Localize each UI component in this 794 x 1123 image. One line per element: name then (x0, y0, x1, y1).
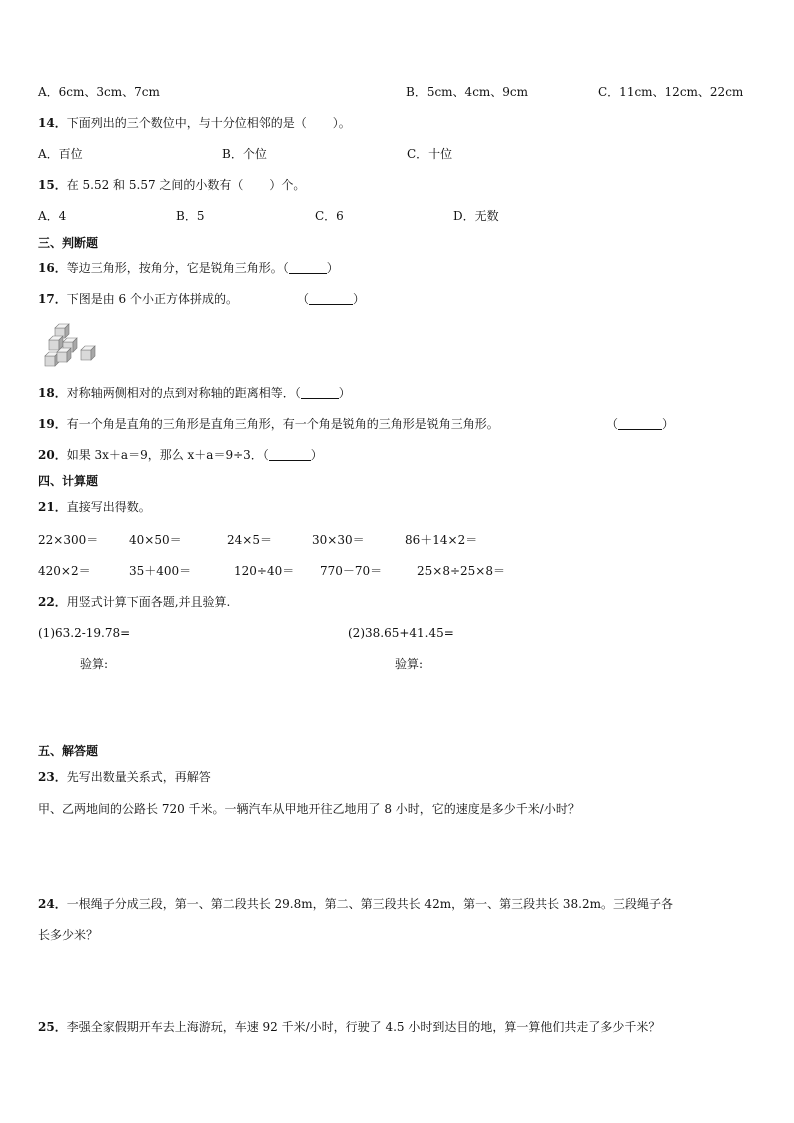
cube-bottom-mid (57, 348, 71, 362)
q13-option-c: C．11cm、12cm、22cm (598, 85, 744, 99)
q15-option-b: B．5 (176, 209, 205, 223)
q19-answer-blank (618, 417, 662, 430)
q19-question (38, 416, 499, 432)
q21-problem: 40×50＝ (129, 533, 182, 547)
q15-number: 15． (38, 178, 67, 192)
q21-text: 直接写出得数。 (66, 500, 151, 514)
q16-number: 16． (38, 261, 67, 275)
q13-option-a: A．6cm、3cm、7cm (38, 85, 160, 99)
q15-text-before: 在 5.52 和 5.57 之间的小数有（ (66, 178, 244, 192)
q14-option-a: A．百位 (38, 147, 83, 161)
q17-close: ） (353, 292, 366, 306)
q22-text: 用竖式计算下面各题,并且验算. (66, 595, 231, 609)
q23-body: 甲、乙两地间的公路长 720 千米。一辆汽车从甲地开往乙地用了 8 小时，它的速度是多少千米/小时？ (38, 802, 580, 816)
q19-open: （ (606, 417, 619, 431)
q14-text-after: ）。 (332, 116, 351, 130)
q21-problem: 35＋400＝ (129, 564, 192, 578)
q21-problem: 120÷40＝ (234, 564, 295, 578)
section-3-heading: 三、判断题 (38, 236, 99, 250)
q21-problem: 30×30＝ (312, 533, 365, 547)
q14-text-before: 下面列出的三个数位中，与十分位相邻的是（ (66, 116, 307, 130)
q17-question (38, 291, 238, 307)
q24-line-1: 一根绳子分成三段，第一、第二段共长 29.8m，第二、第三段共长 42m，第一、第三段共长 38.2m。三段绳子各 (66, 897, 673, 911)
q15-text-after: ）个。 (269, 178, 306, 192)
q19-close: ） (662, 417, 675, 431)
q19-text: 有一个角是直角的三角形是直角三角形，有一个角是锐角的三角形是锐角三角形。 (66, 417, 499, 431)
q24-number: 24． (38, 897, 67, 911)
q17-answer-blank (309, 292, 353, 305)
q21-number: 21． (38, 500, 67, 514)
q22-check-label-2: 验算: (395, 657, 424, 671)
section-5-heading: 五、解答题 (38, 744, 99, 758)
q20-text: 如果 3x＋a＝9，那么 x＋a＝9÷3．（ (66, 448, 269, 462)
q20-answer-blank (269, 448, 311, 461)
q17-number: 17． (38, 292, 67, 306)
q24-question (38, 896, 673, 912)
q18-text: 对称轴两侧相对的点到对称轴的距离相等．（ (66, 386, 301, 400)
q17-answer (297, 291, 365, 307)
q21-problem: 22×300＝ (38, 533, 99, 547)
q16-answer-blank (289, 261, 327, 274)
q18-number: 18． (38, 386, 67, 400)
q19-answer (606, 416, 674, 432)
q16-text: 等边三角形，按角分，它是锐角三角形。（ (66, 261, 289, 275)
q22-check-label-1: 验算: (80, 657, 109, 671)
q21-problem: 86＋14×2＝ (405, 533, 478, 547)
q22-part-2: (2)38.65+41.45= (348, 626, 454, 640)
q25-question (38, 1019, 660, 1035)
cube-bottom-right (81, 346, 95, 360)
q17-open: （ (297, 292, 310, 306)
q16-question (38, 260, 339, 276)
q21-problem: 420×2＝ (38, 564, 91, 578)
q18-question (38, 385, 351, 401)
q23-number: 23． (38, 770, 67, 784)
q17-text: 下图是由 6 个小正方体拼成的。 (66, 292, 238, 306)
q19-number: 19． (38, 417, 67, 431)
q15-question (38, 177, 305, 193)
q15-option-d: D．无数 (453, 209, 499, 223)
q23-text: 先写出数量关系式，再解答 (66, 770, 211, 784)
q21-question (38, 499, 151, 515)
q15-option-a: A．4 (38, 209, 67, 223)
q16-close: ） (326, 261, 339, 275)
q24-line-2: 长多少米？ (38, 928, 99, 942)
q15-option-c: C．6 (315, 209, 344, 223)
q21-problem: 25×8÷25×8＝ (417, 564, 505, 578)
q20-number: 20． (38, 448, 67, 462)
q25-text: 李强全家假期开车去上海游玩，车速 92 千米/小时，行驶了 4.5 小时到达目的地，算一算他们共走了多少千米？ (66, 1020, 661, 1034)
q14-question (38, 115, 351, 131)
q14-option-c: C．十位 (407, 147, 453, 161)
q22-question (38, 594, 230, 610)
q13-option-b: B．5cm、4cm、9cm (406, 85, 529, 99)
q25-number: 25． (38, 1020, 67, 1034)
section-4-heading: 四、计算题 (38, 474, 99, 488)
q22-part-1: (1)63.2-19.78= (38, 626, 131, 640)
q18-close: ） (338, 386, 351, 400)
q14-number: 14． (38, 116, 67, 130)
q21-problem: 770－70＝ (320, 564, 383, 578)
q20-close: ） (310, 448, 323, 462)
q14-option-b: B．个位 (222, 147, 267, 161)
stacked-cubes-figure (43, 322, 99, 372)
q20-question (38, 447, 323, 463)
q18-answer-blank (301, 386, 339, 399)
q22-number: 22． (38, 595, 67, 609)
q21-problem: 24×5＝ (227, 533, 272, 547)
q23-question (38, 769, 211, 785)
